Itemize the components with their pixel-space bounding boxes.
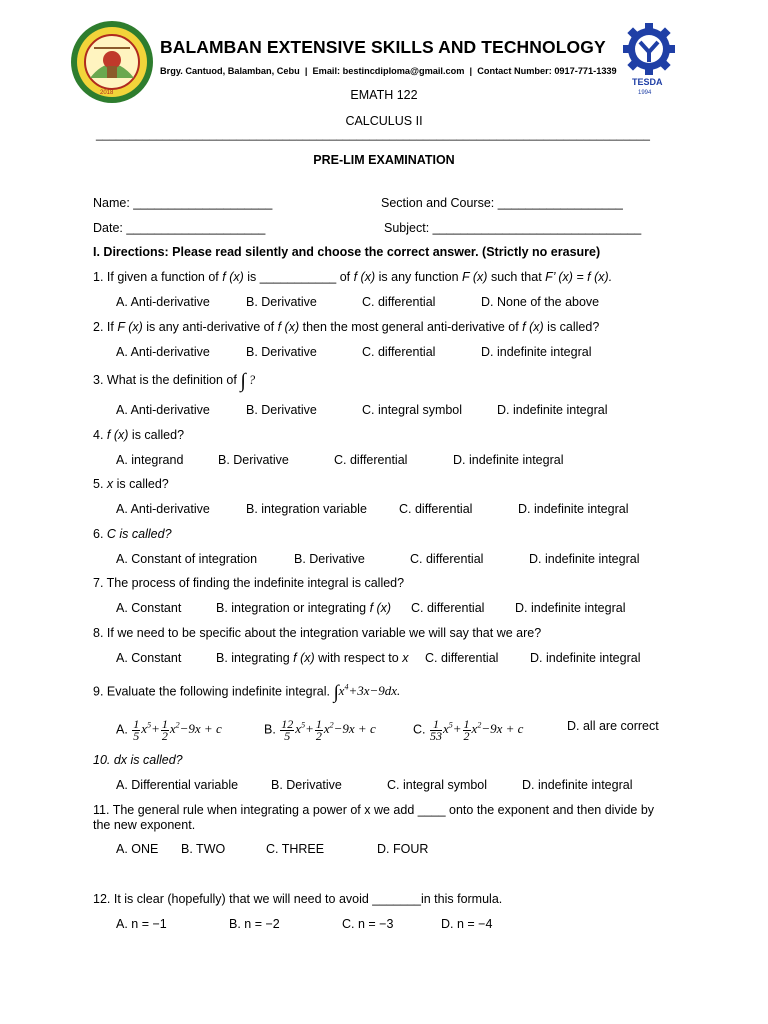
q3-option-c[interactable]: C. integral symbol [362, 403, 463, 417]
q9-b-x2: x [323, 721, 330, 737]
q9-b-power-2: 2 [329, 721, 334, 730]
q9-c-x2: x [471, 721, 478, 737]
q8-option-b-text-2: with respect to [314, 651, 403, 665]
question-10: 10. dx is called? [93, 753, 183, 767]
q9-a-power-5: 5 [147, 721, 152, 730]
q10-option-b[interactable]: B. Derivative [271, 778, 342, 792]
q9-option-d[interactable]: D. all are correct [567, 719, 659, 733]
q2-fx-1: f (x) [277, 320, 300, 334]
question-1 [93, 270, 612, 285]
q2-option-a[interactable]: A. Anti-derivative [116, 345, 210, 359]
q2-Fx: F (x) [117, 320, 143, 334]
q9-option-c-label: C. [413, 722, 426, 737]
fraction-denominator: 5 [133, 728, 140, 743]
q8-option-b-fx: f (x) [293, 651, 315, 665]
q4-option-a[interactable]: A. integrand [116, 453, 184, 467]
q9-option-a[interactable] [116, 712, 222, 743]
q7-option-b-text: B. integration or integrating [216, 601, 370, 615]
q12-option-a[interactable]: A. n = −1 [116, 917, 167, 931]
question-4 [93, 428, 184, 443]
q5-text-2: is called? [113, 477, 169, 491]
q3-text-1: 3. What is the definition of [93, 373, 241, 387]
q8-option-b[interactable] [216, 651, 408, 666]
q6-option-b[interactable]: B. Derivative [294, 552, 365, 566]
question-11-line-1: 11. The general rule when integrating a power of x we add ____ onto the exponent and then divide by [93, 803, 655, 817]
q6-text-2: C is called? [106, 527, 172, 541]
q1-fx-2: f (x) [353, 270, 376, 284]
question-5 [93, 477, 169, 492]
subject-field[interactable]: Subject: ______________________________ [384, 221, 642, 235]
q5-x: x [106, 477, 114, 491]
q5-option-a[interactable]: A. Anti-derivative [116, 502, 210, 516]
school-contact: Contact Number: 0917-771-1339 [477, 66, 617, 76]
q9-option-a-label: A. [116, 722, 128, 737]
fraction-denominator: 2 [161, 728, 168, 743]
q1-text-4: such that [487, 270, 546, 284]
fraction-12-5 [280, 716, 294, 743]
q7-option-c[interactable]: C. differential [411, 601, 485, 615]
q3-option-a[interactable]: A. Anti-derivative [116, 403, 210, 417]
fraction-denominator: 5 [284, 728, 291, 743]
course-title: CALCULUS II [345, 114, 423, 128]
q2-option-c[interactable]: C. differential [362, 345, 436, 359]
question-3 [93, 370, 256, 392]
q11-option-d[interactable]: D. FOUR [377, 842, 429, 856]
q9-c-x: x [442, 721, 449, 737]
q10-option-a[interactable]: A. Differential variable [116, 778, 239, 792]
q10-option-c[interactable]: C. integral symbol [387, 778, 488, 792]
question-6 [93, 527, 172, 542]
q8-option-c[interactable]: C. differential [425, 651, 499, 665]
fraction-numerator: 1 [161, 716, 168, 731]
fraction-1-5 [132, 716, 140, 743]
q3-option-d[interactable]: D. indefinite integral [497, 403, 608, 417]
fraction-denominator: 2 [463, 728, 470, 743]
section-course-field[interactable]: Section and Course: __________________ [381, 196, 623, 210]
q2-text-3: then the most general anti-derivative of [299, 320, 523, 334]
q4-text-1: 4. [93, 428, 107, 442]
q9-c-tail: −9x + c [481, 721, 524, 737]
school-email: Email: bestincdiploma@gmail.com [312, 66, 465, 76]
integral-symbol: ∫ [240, 370, 246, 392]
q4-fx: f (x) [106, 428, 129, 442]
q7-option-a[interactable]: A. Constant [116, 601, 182, 615]
q1-text-1: 1. If given a function of [93, 270, 223, 284]
fraction-numerator: 1 [133, 716, 140, 731]
q1-option-a[interactable]: A. Anti-derivative [116, 295, 210, 309]
school-address-line [160, 64, 617, 79]
q1-Fx: F (x) [462, 270, 488, 284]
q2-fx-2: f (x) [522, 320, 544, 334]
q5-option-b[interactable]: B. integration variable [246, 502, 367, 516]
question-2 [93, 320, 599, 335]
q8-option-b-text-1: B. integrating [216, 651, 294, 665]
q9-b-x: x [295, 721, 302, 737]
q5-option-d[interactable]: D. indefinite integral [518, 502, 629, 516]
contact-separator: | [467, 66, 475, 76]
q9-b-tail: −9x + c [333, 721, 376, 737]
q9-integral-expression: $\int x^4+3x-9dx$. [333, 682, 401, 704]
q7-option-d[interactable]: D. indefinite integral [515, 601, 626, 615]
fraction-denominator: 2 [315, 728, 322, 743]
q1-option-d[interactable]: D. None of the above [481, 295, 600, 309]
question-11-line-2: the new exponent. [93, 818, 196, 832]
q2-text-4: is called? [543, 320, 600, 334]
name-field[interactable]: Name: ____________________ [93, 196, 273, 210]
q1-fx-1: f (x) [222, 270, 244, 284]
q8-option-d[interactable]: D. indefinite integral [530, 651, 641, 665]
tesda-year: 1994 [638, 90, 652, 96]
q9-a-power-2: 2 [175, 721, 180, 730]
fraction-numerator: 1 [315, 716, 322, 731]
q4-text-2: is called? [128, 428, 185, 442]
header-divider: ___________________________________________________________________________________ [96, 127, 650, 141]
fraction-1-53 [429, 716, 442, 743]
q5-option-c[interactable]: C. differential [399, 502, 473, 516]
tesda-label: TESDA [632, 77, 663, 87]
q1-text-3: is any function [375, 270, 462, 284]
tesda-gear-logo [622, 22, 676, 76]
school-seal-year: 2018 [100, 90, 114, 96]
fraction-1-2 [161, 716, 169, 743]
q9-option-c[interactable] [413, 712, 523, 743]
question-9 [93, 680, 401, 704]
q10-option-d[interactable]: D. indefinite integral [522, 778, 633, 792]
date-field[interactable]: Date: ____________________ [93, 221, 266, 235]
question-8: 8. If we need to be specific about the integration variable we will say that we are? [93, 626, 542, 640]
fraction-1-2 [315, 716, 323, 743]
q2-text-2: is any anti-derivative of [142, 320, 278, 334]
q1-option-c[interactable]: C. differential [362, 295, 436, 309]
q9-integral-symbol: ∫ [333, 682, 339, 704]
q8-option-a[interactable]: A. Constant [116, 651, 182, 665]
fraction-numerator: 1 [430, 719, 442, 731]
q9-text: 9. Evaluate the following indefinite integral. [93, 684, 334, 699]
q9-a-tail: −9x + c [179, 721, 222, 737]
question-7: 7. The process of finding the indefinite integral is called? [93, 576, 405, 590]
q11-option-b[interactable]: B. TWO [181, 842, 226, 856]
address-separator: | [302, 66, 310, 76]
q5-text-1: 5. [93, 477, 107, 491]
directions: I. Directions: Please read silently and choose the correct answer. (Strictly no erasure) [93, 245, 601, 259]
q4-option-c[interactable]: C. differential [334, 453, 408, 467]
q9-option-b[interactable] [264, 712, 376, 743]
fraction-denominator: 53 [429, 728, 442, 743]
q7-option-b[interactable] [216, 601, 391, 616]
q11-option-c[interactable]: C. THREE [266, 842, 325, 856]
q3-option-b[interactable]: B. Derivative [246, 403, 317, 417]
q6-option-a[interactable]: A. Constant of integration [116, 552, 258, 566]
question-12: 12. It is clear (hopefully) that we will need to avoid _______in this formula. [93, 892, 503, 906]
q2-option-b[interactable]: B. Derivative [246, 345, 317, 359]
q9-power-4: 4 [344, 683, 349, 692]
q2-option-d[interactable]: D. indefinite integral [481, 345, 592, 359]
q9-option-b-label: B. [264, 722, 276, 737]
q9-x: x [338, 683, 345, 699]
q11-option-a[interactable]: A. ONE [116, 842, 159, 856]
q9-option-b-expression: $\frac{12}{5}$ $x^5+$ $\frac{1}{2}$ $x^2-9x + c$ [281, 716, 376, 743]
school-name: BALAMBAN EXTENSIVE SKILLS AND TECHNOLOGY [160, 37, 606, 57]
q9-a-x2: x [169, 721, 176, 737]
q1-option-b[interactable]: B. Derivative [246, 295, 317, 309]
q6-option-d[interactable]: D. indefinite integral [529, 552, 640, 566]
q12-option-b[interactable]: B. n = −2 [229, 917, 280, 931]
fraction-1-2 [463, 716, 471, 743]
q9-b-power-5: 5 [301, 721, 306, 730]
q8-option-b-x: x [402, 651, 409, 665]
q4-option-b[interactable]: B. Derivative [218, 453, 289, 467]
q9-option-c-expression: $\frac{1}{53}$ $x^5+$ $\frac{1}{2}$ $x^2-9x + c$ [429, 716, 524, 743]
q9-a-x: x [141, 721, 148, 737]
q3-text-2: ? [245, 373, 256, 387]
q6-option-c[interactable]: C. differential [410, 552, 484, 566]
q7-option-b-fx: f (x) [369, 601, 392, 615]
fraction-numerator: 12 [281, 716, 294, 731]
q9-c-power-2: 2 [477, 721, 482, 730]
q1-derivative: F’ (x) = f (x). [545, 270, 613, 284]
q9-option-a-expression: $\frac{1}{5}$ $x^5+$ $\frac{1}{2}$ $x^2-9x + c$ [133, 716, 222, 743]
fraction-numerator: 1 [463, 716, 470, 731]
exam-title: PRE-LIM EXAMINATION [313, 153, 455, 167]
q4-option-d[interactable]: D. indefinite integral [453, 453, 564, 467]
q6-text-1: 6. [93, 527, 107, 541]
q2-text-1: 2. If [93, 320, 118, 334]
q9-c-power-5: 5 [448, 721, 453, 730]
q1-text-2: is ___________ of [243, 270, 354, 284]
course-code: EMATH 122 [350, 88, 418, 102]
q12-option-d[interactable]: D. n = −4 [441, 917, 493, 931]
q12-option-c[interactable]: C. n = −3 [342, 917, 394, 931]
address: Brgy. Cantuod, Balamban, Cebu [160, 66, 300, 76]
